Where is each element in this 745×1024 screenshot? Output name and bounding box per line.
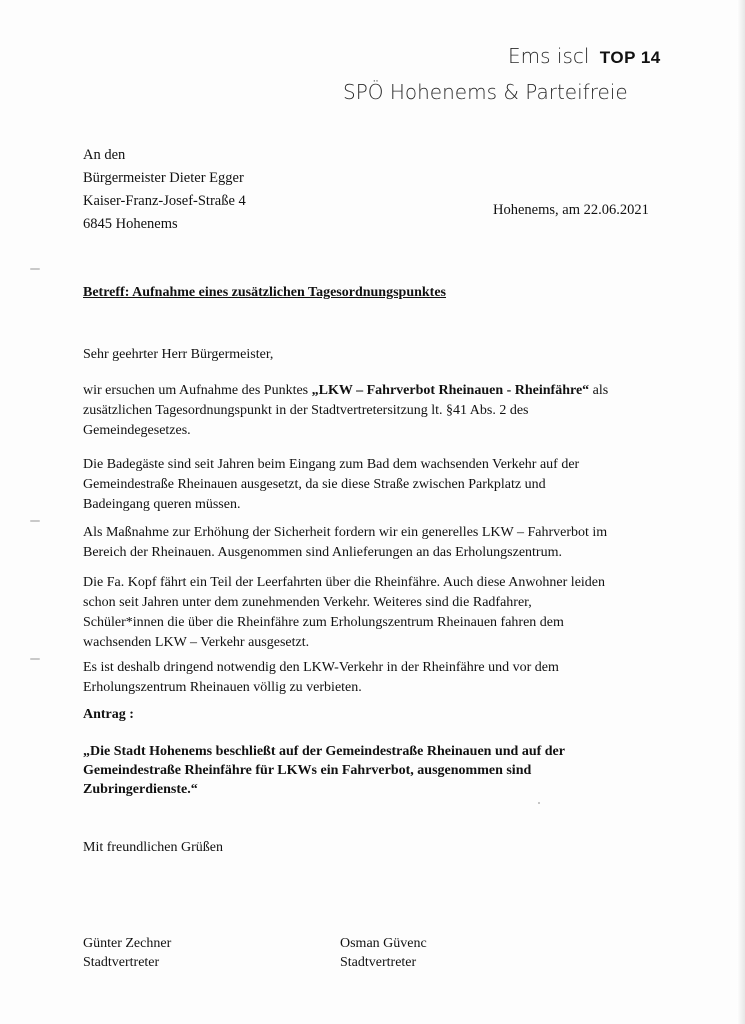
address-line: Kaiser-Franz-Josef-Straße 4: [83, 193, 246, 209]
salutation: Sehr geehrter Herr Bürgermeister,: [83, 347, 274, 362]
paragraph-line: Die Fa. Kopf fährt ein Teil der Leerfahrten über die Rheinfähre. Auch diese Anwohner leiden: [83, 575, 606, 590]
letter-date: Hohenems, am 22.06.2021: [493, 202, 649, 218]
paragraph-line: wachsenden LKW – Verkehr ausgesetzt.: [83, 635, 310, 650]
paragraph-line: Als Maßnahme zur Erhöhung der Sicherheit fordern wir ein generelles LKW – Fahrverbot im: [83, 525, 608, 540]
address-line: Bürgermeister Dieter Egger: [83, 170, 244, 186]
paragraph-line: schon seit Jahren unter dem zunehmenden Verkehr. Weiteres sind die Radfahrer,: [83, 595, 532, 610]
signatory-role: Stadtvertreter: [340, 955, 417, 970]
scan-mark: [30, 268, 40, 270]
paragraph-residents: [83, 573, 683, 653]
subject-line: Betreff: Aufnahme eines zusätzlichen Tagesordnungspunktes: [83, 285, 447, 300]
motion-label: Antrag :: [83, 707, 134, 722]
signatory-name: Günter Zechner: [83, 936, 172, 951]
signatory-role: Stadtvertreter: [83, 955, 160, 970]
paragraph-measure: [83, 523, 683, 563]
signature-block: [83, 934, 171, 972]
paragraph-line: Die Badegäste sind seit Jahren beim Eingang zum Bad dem wachsenden Verkehr auf der: [83, 457, 580, 472]
paragraph-conclusion: [83, 658, 683, 698]
closing-phrase: Mit freundlichen Grüßen: [83, 840, 223, 855]
motion-line: „Die Stadt Hohenems beschließt auf der Gemeindestraße Rheinauen und auf der: [83, 744, 565, 759]
paragraph-line: Gemeindegesetzes.: [83, 423, 191, 438]
paragraph-request: [83, 381, 683, 441]
scan-mark: [30, 658, 40, 660]
scan-speck: [538, 802, 540, 804]
logo-text: Ems iscl: [508, 44, 590, 68]
letterhead-logo: [508, 44, 661, 68]
paragraph-line: zusätzlichen Tagesordnungspunkt in der Stadtvertretersitzung lt. §41 Abs. 2 des: [83, 403, 529, 418]
paragraph-line: Es ist deshalb dringend notwendig den LKW-Verkehr in der Rheinfähre und vor dem: [83, 660, 559, 675]
motion-line: Zubringerdienste.“: [83, 782, 198, 797]
party-name: SPÖ Hohenems & Parteifreie: [343, 80, 628, 104]
scan-edge: [737, 0, 745, 1024]
paragraph-line: Erholungszentrum Rheinauen völlig zu verbieten.: [83, 680, 362, 695]
recipient-address: [83, 144, 246, 236]
motion-line: Gemeindestraße Rheinfähre für LKWs ein Fahrverbot, ausgenommen sind: [83, 763, 532, 778]
text-run: wir ersuchen um Aufnahme des Punktes: [83, 383, 312, 398]
signatory-name: Osman Güvenc: [340, 936, 427, 951]
paragraph-line: Schüler*innen die über die Rheinfähre zum Erholungszentrum Rheinauen fahren dem: [83, 615, 564, 630]
paragraph-line: Badeingang queren müssen.: [83, 497, 241, 512]
agenda-item-title: „LKW – Fahrverbot Rheinauen - Rheinfähre“: [311, 383, 590, 398]
paragraph-line: [83, 381, 683, 401]
signature-block: [340, 934, 427, 972]
paragraph-line: Gemeindestraße Rheinauen ausgesetzt, da sie diese Straße zwischen Parkplatz und: [83, 477, 546, 492]
scan-mark: [30, 520, 40, 522]
paragraph-bathers: [83, 455, 683, 515]
motion-text: [83, 742, 565, 799]
address-line: 6845 Hohenems: [83, 216, 178, 232]
text-run: als: [589, 383, 609, 398]
paragraph-line: Bereich der Rheinauen. Ausgenommen sind Anlieferungen an das Erholungszentrum.: [83, 545, 562, 560]
address-line: An den: [83, 147, 126, 163]
agenda-item-label: TOP 14: [599, 48, 661, 67]
